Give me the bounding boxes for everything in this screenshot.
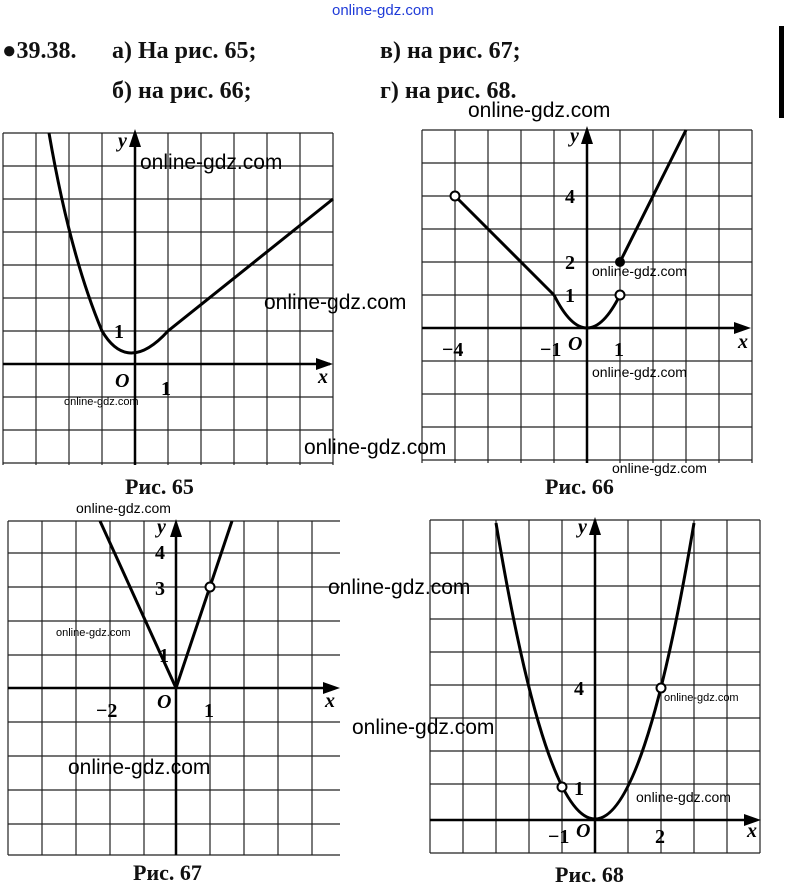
y-axis-arrow: [170, 519, 182, 537]
watermark: online-gdz.com: [140, 151, 283, 174]
y-tick-label: 2: [565, 252, 575, 274]
watermark: online-gdz.com: [64, 396, 139, 408]
figure-66-graph: [405, 120, 765, 470]
margin-bar: [779, 26, 784, 118]
watermark: online-gdz.com: [56, 627, 131, 639]
figure-65-caption: Рис. 65: [125, 474, 194, 499]
x-tick-label: −4: [442, 339, 464, 361]
origin-label: O: [157, 691, 172, 713]
origin-label: O: [576, 820, 591, 842]
watermark: online-gdz.com: [76, 500, 171, 516]
open-point: [206, 583, 215, 592]
y-axis-arrow: [581, 126, 593, 144]
x-tick-label: 1: [161, 378, 171, 400]
watermark: online-gdz.com: [592, 263, 687, 279]
open-point: [558, 783, 567, 792]
y-tick-label: 1: [159, 645, 169, 667]
watermark: online-gdz.com: [68, 756, 211, 779]
watermark: online-gdz.com: [612, 460, 707, 476]
x-axis-label: x: [738, 331, 748, 353]
y-tick-label: 4: [565, 186, 575, 208]
axes: [422, 130, 745, 463]
x-tick-label: −2: [96, 700, 118, 722]
y-axis-label: y: [578, 516, 587, 538]
y-axis-label: y: [157, 516, 166, 538]
watermark: online-gdz.com: [352, 716, 495, 739]
watermark: online-gdz.com: [264, 291, 407, 314]
watermark: online-gdz.com: [304, 436, 447, 459]
y-tick-label: 1: [565, 285, 575, 307]
y-tick-label: 4: [155, 542, 165, 564]
y-tick-label: 1: [574, 778, 584, 800]
item-b: б) на рис. 66;: [112, 78, 252, 104]
item-a: а) На рис. 65;: [112, 38, 257, 64]
open-point: [451, 192, 460, 201]
bullet-icon: ●: [2, 38, 17, 64]
x-axis-label: x: [318, 366, 328, 388]
figure-67-caption: Рис. 67: [133, 860, 202, 885]
item-v: в) на рис. 67;: [380, 38, 521, 64]
y-tick-label: 1: [114, 321, 124, 343]
watermark: online-gdz.com: [664, 692, 739, 704]
origin-label: O: [568, 333, 583, 355]
x-tick-label: 1: [204, 700, 214, 722]
y-axis-label: y: [118, 130, 127, 152]
y-tick-label: 3: [155, 578, 165, 600]
x-tick-label: −1: [540, 339, 562, 361]
figure-68-graph: [425, 515, 770, 860]
problem-number: ●39.38.: [2, 38, 77, 64]
y-axis-label: y: [570, 125, 579, 147]
origin-label: O: [115, 370, 130, 392]
x-axis-label: x: [325, 690, 335, 712]
x-tick-label: 2: [655, 826, 665, 848]
segment-left: [455, 196, 554, 295]
axes: [8, 523, 334, 855]
open-point: [616, 291, 625, 300]
x-axis-label: x: [747, 820, 757, 842]
x-tick-label: 1: [614, 339, 624, 361]
watermark: online-gdz.com: [592, 364, 687, 380]
site-watermark-top: online-gdz.com: [332, 2, 434, 19]
right-ray: [176, 521, 232, 688]
figure-67-graph: [0, 515, 345, 860]
watermark: online-gdz.com: [468, 99, 611, 122]
figure-66-caption: Рис. 66: [545, 474, 614, 499]
x-tick-label: −1: [548, 826, 570, 848]
figure-68-caption: Рис. 68: [555, 862, 624, 887]
watermark: online-gdz.com: [636, 789, 731, 805]
y-axis-arrow: [129, 129, 141, 147]
item-g: г) на рис. 68.: [380, 78, 517, 104]
watermark: online-gdz.com: [328, 576, 471, 599]
y-tick-label: 4: [574, 678, 584, 700]
